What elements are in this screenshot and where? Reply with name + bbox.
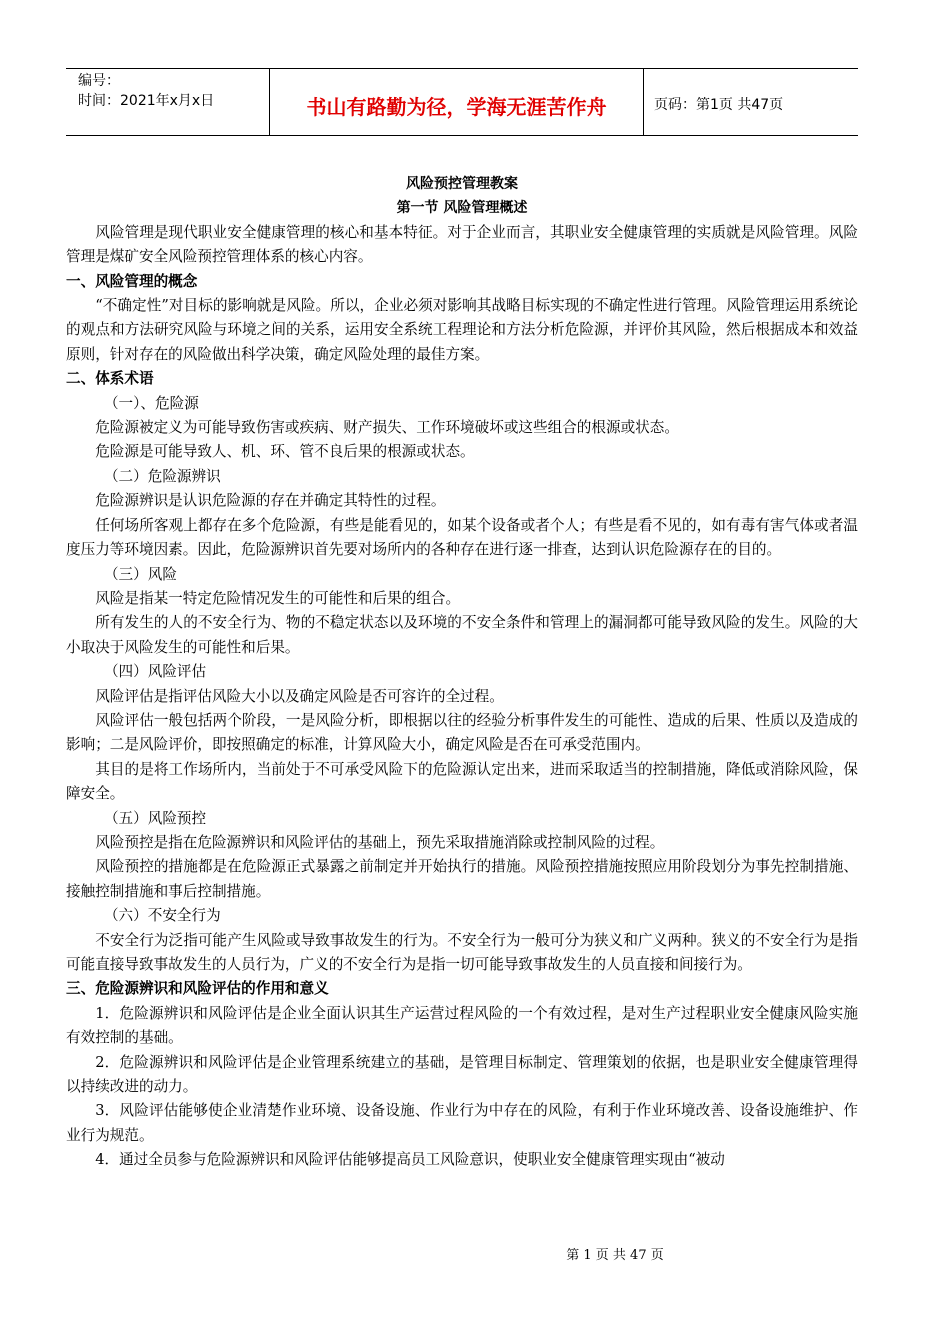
time-label: 时间：2021年x月x日 <box>78 93 215 109</box>
subheading: （四）风险评估 <box>103 663 207 681</box>
paragraph: 2．危险源辨识和风险评估是企业管理系统建立的基础，是管理目标制定、管理策划的依据，也是职业安全健康管理得以持续改进的动力。 <box>66 1053 858 1096</box>
paragraph: 风险是指某一特定危险情况发生的可能性和后果的组合。 <box>95 589 461 607</box>
document-title: 风险预控管理教案 <box>406 176 518 192</box>
subheading: （二）危险源辨识 <box>103 467 221 485</box>
paragraph: 不安全行为泛指可能产生风险或导致事故发生的行为。不安全行为一般可分为狭义和广义两种。狭义的不安全行为是指可能直接导致事故发生的人员行为，广义的不安全行为是指一切可能导致事故发生的人员直接和间接行为。 <box>66 931 858 973</box>
header-motto: 书山有路勤为径，学海无涯苦作舟 <box>270 69 644 135</box>
paragraph: 任何场所客观上都存在多个危险源，有些是能看见的，如某个设备或者个人；有些是看不见的，如有毒有害气体或者温度压力等环境因素。因此，危险源辨识首先要对场所内的各种存在进行逐一排查，达到认识危险源存在的目的。 <box>66 516 858 559</box>
paragraph: 其目的是将工作场所内，当前处于不可承受风险下的危险源认定出来，进而采取适当的控制措施，降低或消除风险，保障安全。 <box>66 760 858 803</box>
paragraph: 所有发生的人的不安全行为、物的不稳定状态以及环境的不安全条件和管理上的漏洞都可能导致风险的发生。风险的大小取决于风险发生的可能性和后果。 <box>66 614 858 656</box>
paragraph: 危险源被定义为可能导致伤害或疾病、财产损失、工作环境破坏或这些组合的根源或状态。 <box>95 419 679 437</box>
paragraph: 4．通过全员参与危险源辨识和风险评估能够提高员工风险意识，使职业安全健康管理实现由“被动 <box>95 1151 725 1169</box>
paragraph: 风险评估一般包括两个阶段，一是风险分析，即根据以往的经验分析事件发生的可能性、造成的后果、性质以及造成的影响；二是风险评价，即按照确定的标准，计算风险大小，确定风险是否在可承受范围内。 <box>66 711 858 754</box>
paragraph: 风险预控的措施都是在危险源正式暴露之前制定并开始执行的措施。风险预控措施按照应用阶段划分为事先控制措施、接触控制措施和事后控制措施。 <box>66 858 858 900</box>
subheading: （一）、危险源 <box>103 394 199 412</box>
document-header <box>66 68 858 136</box>
number-label: 编号： <box>78 73 120 89</box>
paragraph: 3．风险评估能够使企业清楚作业环境、设备设施、作业行为中存在的风险，有利于作业环境改善、设备设施维护、作业行为规范。 <box>66 1102 858 1144</box>
heading: 二、体系术语 <box>66 370 154 388</box>
page-footer: 第 1 页 共 47 页 <box>566 1248 664 1263</box>
heading: 一、风险管理的概念 <box>66 272 198 290</box>
section-title: 第一节 风险管理概述 <box>396 200 528 217</box>
subheading: （五）风险预控 <box>103 809 207 827</box>
document-body <box>66 172 858 1173</box>
paragraph: 风险评估是指评估风险大小以及确定风险是否可容许的全过程。 <box>95 687 504 705</box>
paragraph: “不确定性”对目标的影响就是风险。所以，企业必须对影响其战略目标实现的不确定性进行管理。风险管理运用系统论的观点和方法研究风险与环境之间的关系，运用安全系统工程理论和方法分析危险源，并评价其风险，然后根据成本和效益原则，针对存在的风险做出科学决策，确定风险处理的最佳方案。 <box>66 297 858 363</box>
paragraph: 风险预控是指在危险源辨识和风险评估的基础上，预先采取措施消除或控制风险的过程。 <box>95 833 665 851</box>
paragraph: 1．危险源辨识和风险评估是企业全面认识其生产运营过程风险的一个有效过程，是对生产过程职业安全健康风险实施有效控制的基础。 <box>66 1004 858 1047</box>
paragraph: 风险管理是现代职业安全健康管理的核心和基本特征。对于企业而言，其职业安全健康管理的实质就是风险管理。风险管理是煤矿安全风险预控管理体系的核心内容。 <box>66 223 858 266</box>
header-page-label: 页码：第1页 共47页 <box>654 97 784 113</box>
subheading: （六）不安全行为 <box>103 907 221 925</box>
subheading: （三）风险 <box>103 565 177 583</box>
header-meta <box>66 69 270 135</box>
paragraph: 危险源是可能导致人、机、环、管不良后果的根源或状态。 <box>95 443 475 461</box>
heading: 三、危险源辨识和风险评估的作用和意义 <box>66 980 329 998</box>
paragraph: 危险源辨识是认识危险源的存在并确定其特性的过程。 <box>95 492 446 510</box>
